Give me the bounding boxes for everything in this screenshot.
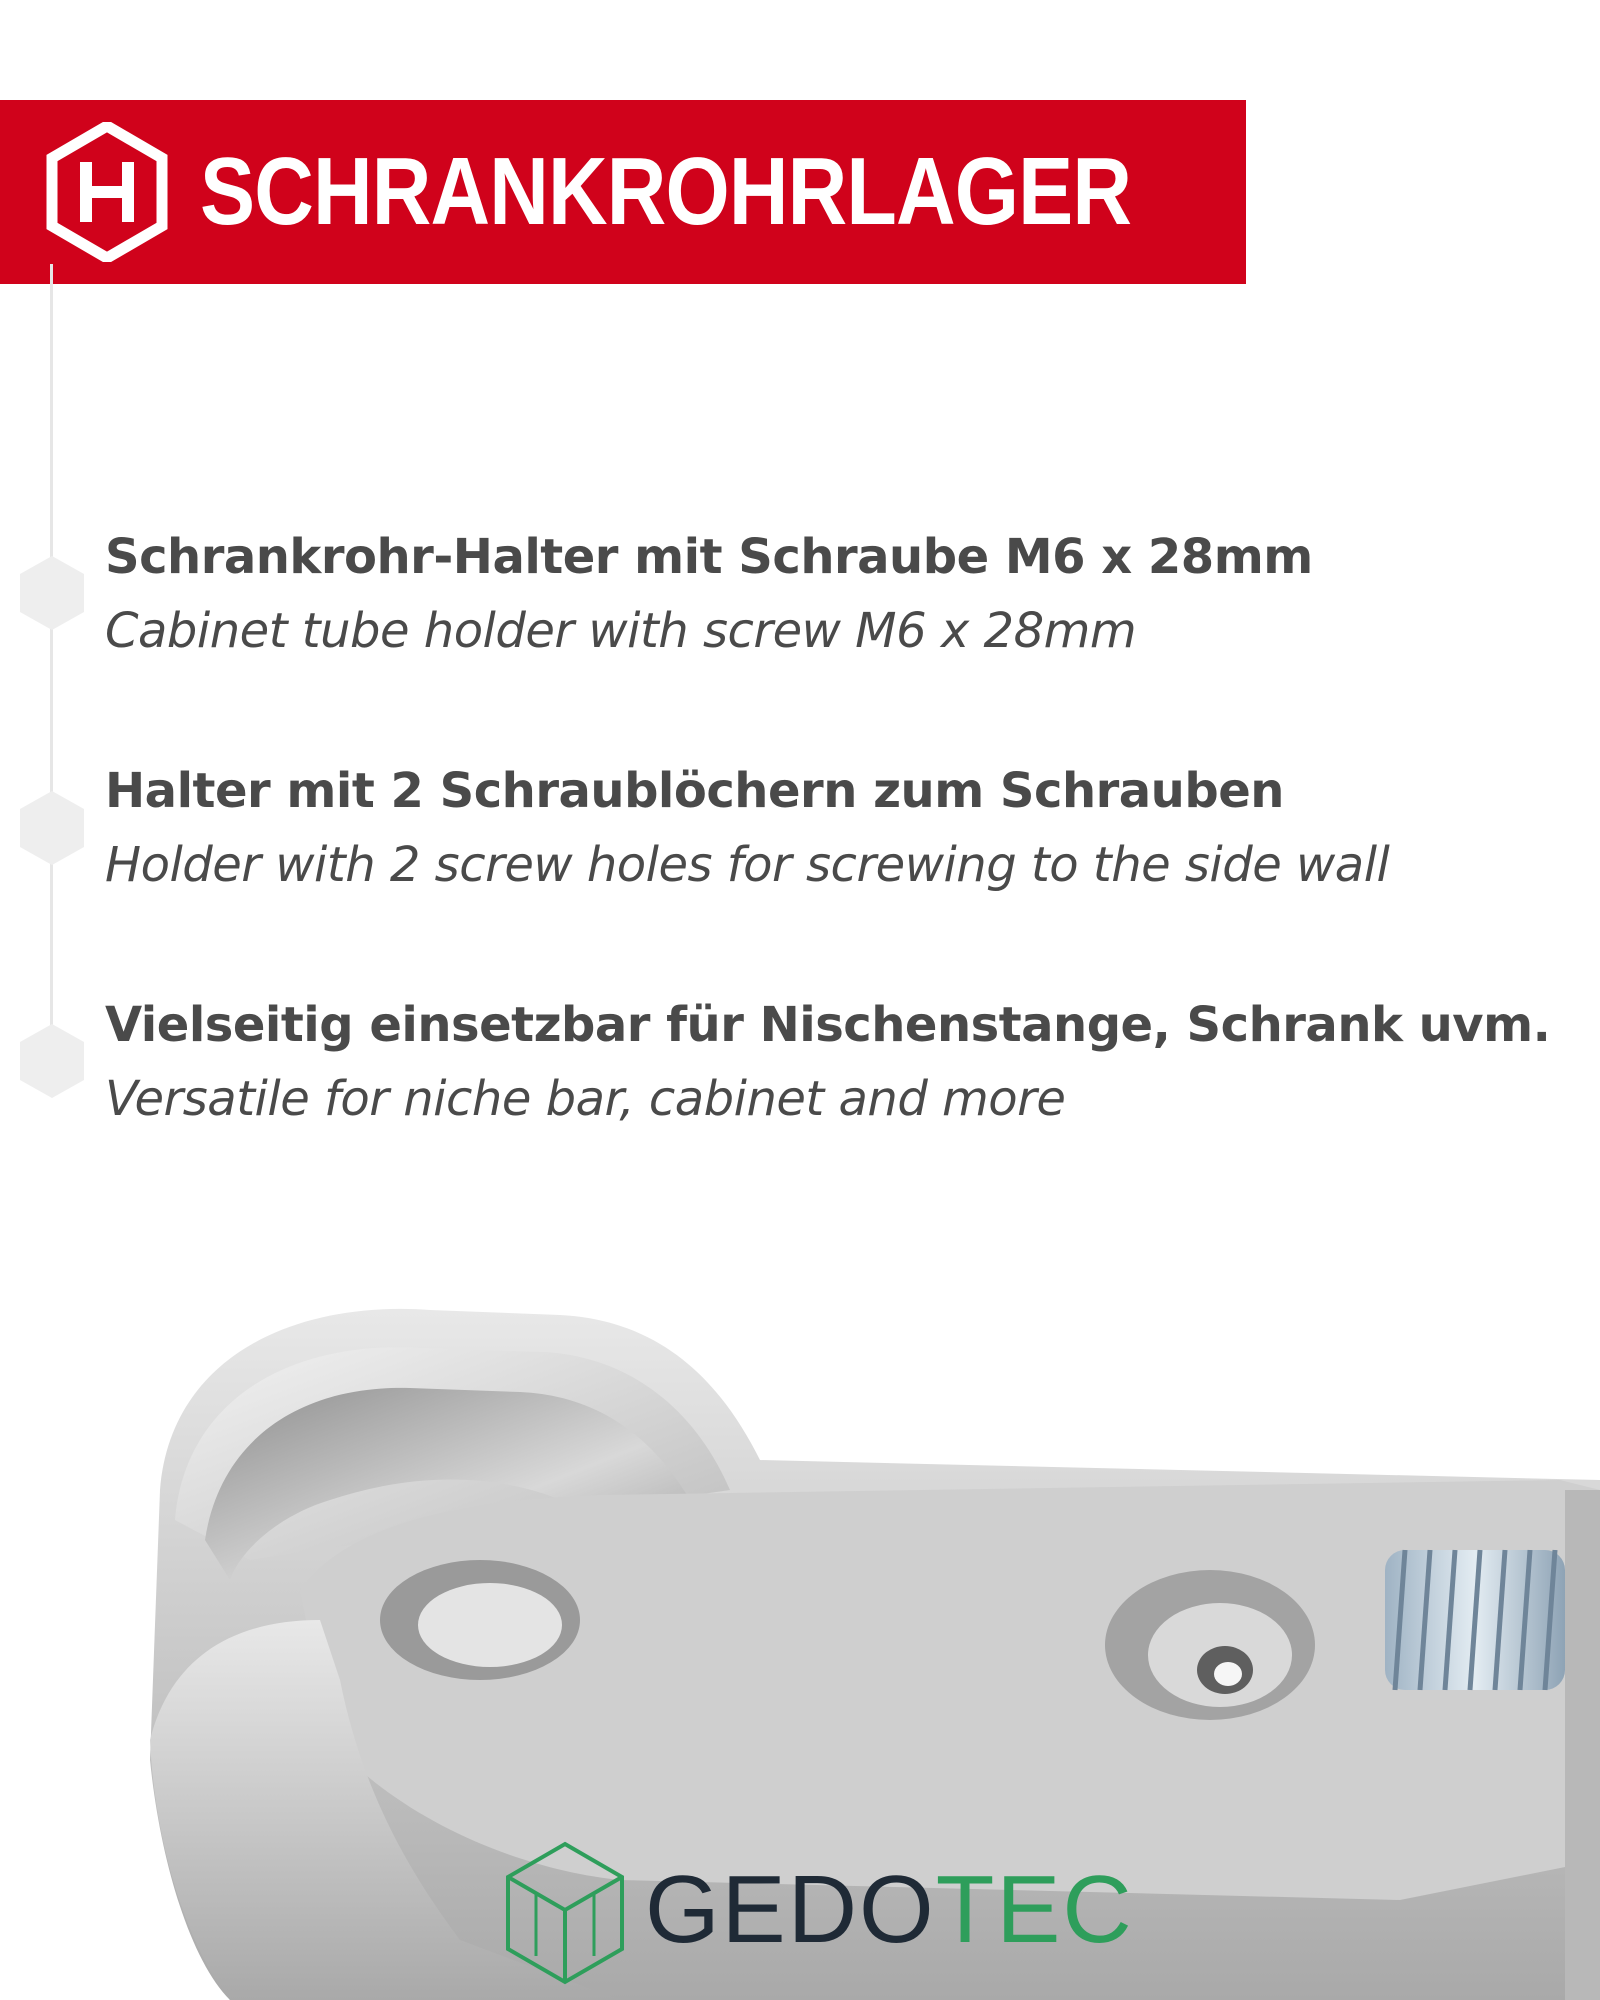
hexagon-bullet-icon — [18, 1022, 86, 1100]
hexagon-bullet-icon — [18, 554, 86, 632]
hexagon-bullet-icon — [18, 789, 86, 867]
feature-item — [105, 754, 1389, 902]
hex-h-logo-icon — [46, 122, 168, 262]
page-title: SCHRANKROHRLAGER — [200, 138, 1132, 245]
brand-logo — [500, 1838, 1134, 1988]
feature-title-de: Vielseitig einsetzbar für Nischenstange, Schrank uvm. — [105, 997, 1551, 1053]
feature-subtitle-en: Cabinet tube holder with screw M6 x 28mm — [105, 603, 1137, 659]
feature-subtitle-en: Versatile for niche bar, cabinet and more — [105, 1071, 1066, 1127]
feature-subtitle-en: Holder with 2 screw holes for screwing to the side wall — [105, 837, 1390, 893]
feature-title-de: Schrankrohr-Halter mit Schraube M6 x 28mm — [105, 529, 1313, 585]
gedotec-cube-logo-icon — [500, 1838, 630, 1988]
feature-item — [105, 988, 1550, 1136]
brand-name — [645, 1856, 1134, 1963]
brand-name-part1: GEDO — [645, 1856, 936, 1963]
header-banner — [0, 100, 1246, 284]
brand-name-part2: TEC — [935, 1856, 1134, 1963]
timeline-line — [50, 264, 53, 1084]
feature-item — [105, 520, 1313, 668]
feature-title-de: Halter mit 2 Schraublöchern zum Schrauben — [105, 763, 1284, 819]
